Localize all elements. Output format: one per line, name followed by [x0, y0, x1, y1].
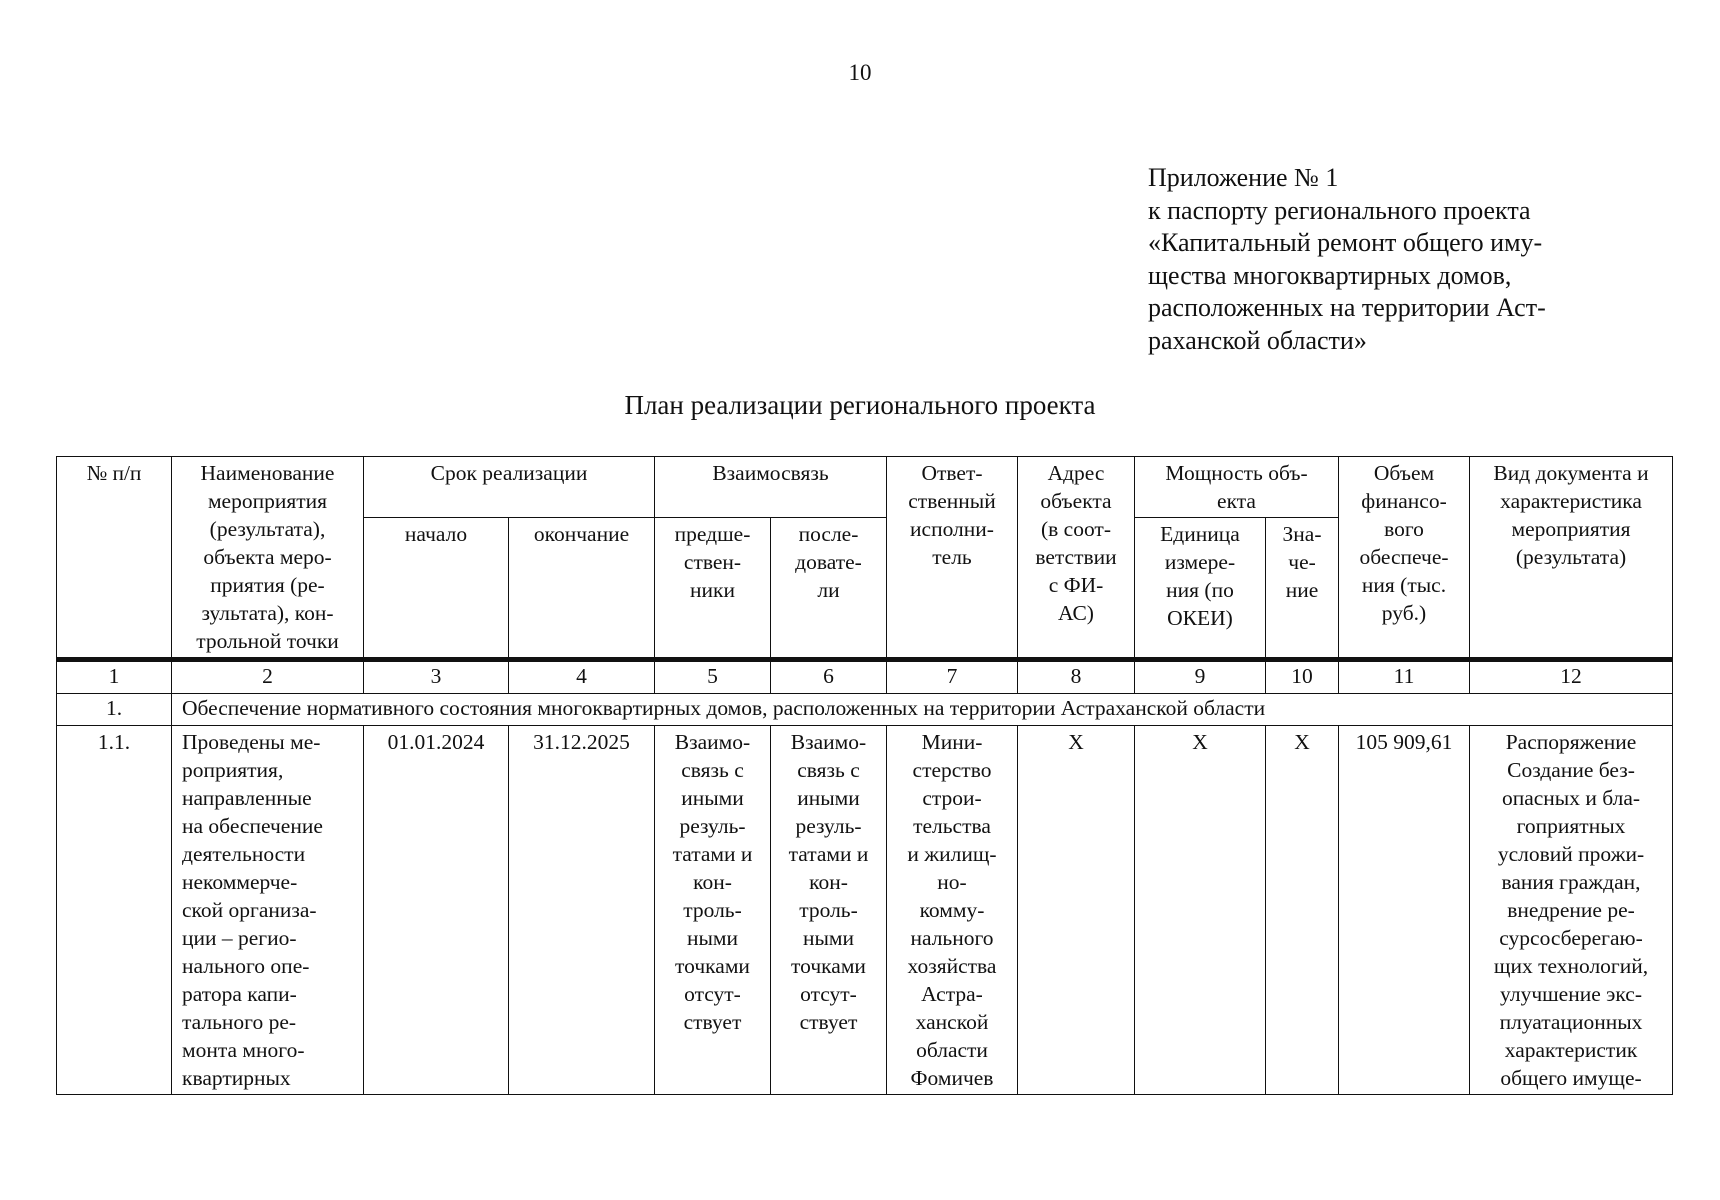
- header-capacity: Мощность объ- екта: [1135, 457, 1339, 518]
- row-successors: Взаимо- связь с иными резуль- татами и кон- троль- ными точками отсут- ствует: [771, 726, 887, 1095]
- row-num: 1.1.: [57, 726, 172, 1095]
- column-number: 12: [1470, 660, 1673, 694]
- header-address: Адрес объекта (в соот- ветствии с ФИ- АС): [1018, 457, 1135, 660]
- appendix-line: к паспорту регионального проекта: [1148, 195, 1531, 225]
- header-document: Вид документа и характеристика мероприятия (результата): [1470, 457, 1673, 660]
- header-funding: Объем финансо- вого обеспече- ния (тыс. руб.): [1339, 457, 1470, 660]
- header-capacity-unit: Единица измере- ния (по ОКЕИ): [1135, 518, 1266, 660]
- appendix-line: расположенных на территории Аст-: [1148, 293, 1546, 322]
- header-name: Наименование мероприятия (результата), объекта меро- приятия (ре- зультата), кон- трольной точки: [172, 457, 364, 660]
- appendix-line: «Капитальный ремонт общего иму-: [1148, 228, 1543, 257]
- implementation-plan-table: [56, 456, 1673, 1095]
- table-row: [57, 726, 1673, 1095]
- appendix-line: раханской области»: [1148, 325, 1367, 355]
- section-row: [57, 694, 1673, 726]
- appendix-line: щества многоквартирных домов,: [1148, 260, 1512, 290]
- header-capacity-value: Зна- че- ние: [1266, 518, 1339, 660]
- section-num: 1.: [57, 694, 172, 726]
- document-title: План реализации регионального проекта: [624, 390, 1096, 420]
- row-unit: Х: [1135, 726, 1266, 1095]
- row-funding: 105 909,61: [1339, 726, 1470, 1095]
- column-number: 1: [57, 660, 172, 694]
- header-period-start: начало: [364, 518, 509, 660]
- column-number: 5: [655, 660, 771, 694]
- row-responsible: Мини- стерство строи- тельства и жилищ- но- комму- нального хозяйства Астра- ханской области Фомичев: [887, 726, 1018, 1095]
- row-end-date: 31.12.2025: [509, 726, 655, 1095]
- page-number: 10: [848, 60, 872, 85]
- header-period-end: окончание: [509, 518, 655, 660]
- appendix-reference: [1148, 162, 1688, 357]
- header-responsible: Ответ- ственный исполни- тель: [887, 457, 1018, 660]
- header-relation-prev: предше- ствен- ники: [655, 518, 771, 660]
- column-number: 2: [172, 660, 364, 694]
- table-header-row: [57, 457, 1673, 518]
- column-number: 7: [887, 660, 1018, 694]
- row-predecessors: Взаимо- связь с иными резуль- татами и кон- троль- ными точками отсут- ствует: [655, 726, 771, 1095]
- header-num: № п/п: [57, 457, 172, 660]
- column-number: 10: [1266, 660, 1339, 694]
- column-number: 9: [1135, 660, 1266, 694]
- section-title: Обеспечение нормативного состояния многоквартирных домов, расположенных на территории Астраханской области: [172, 694, 1673, 726]
- row-value: Х: [1266, 726, 1339, 1095]
- row-start-date: 01.01.2024: [364, 726, 509, 1095]
- row-address: Х: [1018, 726, 1135, 1095]
- row-name: Проведены ме- роприятия, направленные на обеспечение деятельности некоммерче- ской организа- ции – регио- нального опе- ратора капи- тального ре- монта много- квартирных: [172, 726, 364, 1095]
- header-period: Срок реализации: [364, 457, 655, 518]
- column-numbers-row: [57, 660, 1673, 694]
- appendix-line: Приложение № 1: [1148, 163, 1339, 192]
- header-relation-next: после- довате- ли: [771, 518, 887, 660]
- row-document: Распоряжение Создание без- опасных и бла- гоприятных условий прожи- вания граждан, внедрение ре- сурсосберегаю- щих технологий, улучшение экс- плуатационных характеристик общего имуще-: [1470, 726, 1673, 1095]
- column-number: 6: [771, 660, 887, 694]
- column-number: 11: [1339, 660, 1470, 694]
- header-relation: Взаимосвязь: [655, 457, 887, 518]
- column-number: 4: [509, 660, 655, 694]
- column-number: 8: [1018, 660, 1135, 694]
- column-number: 3: [364, 660, 509, 694]
